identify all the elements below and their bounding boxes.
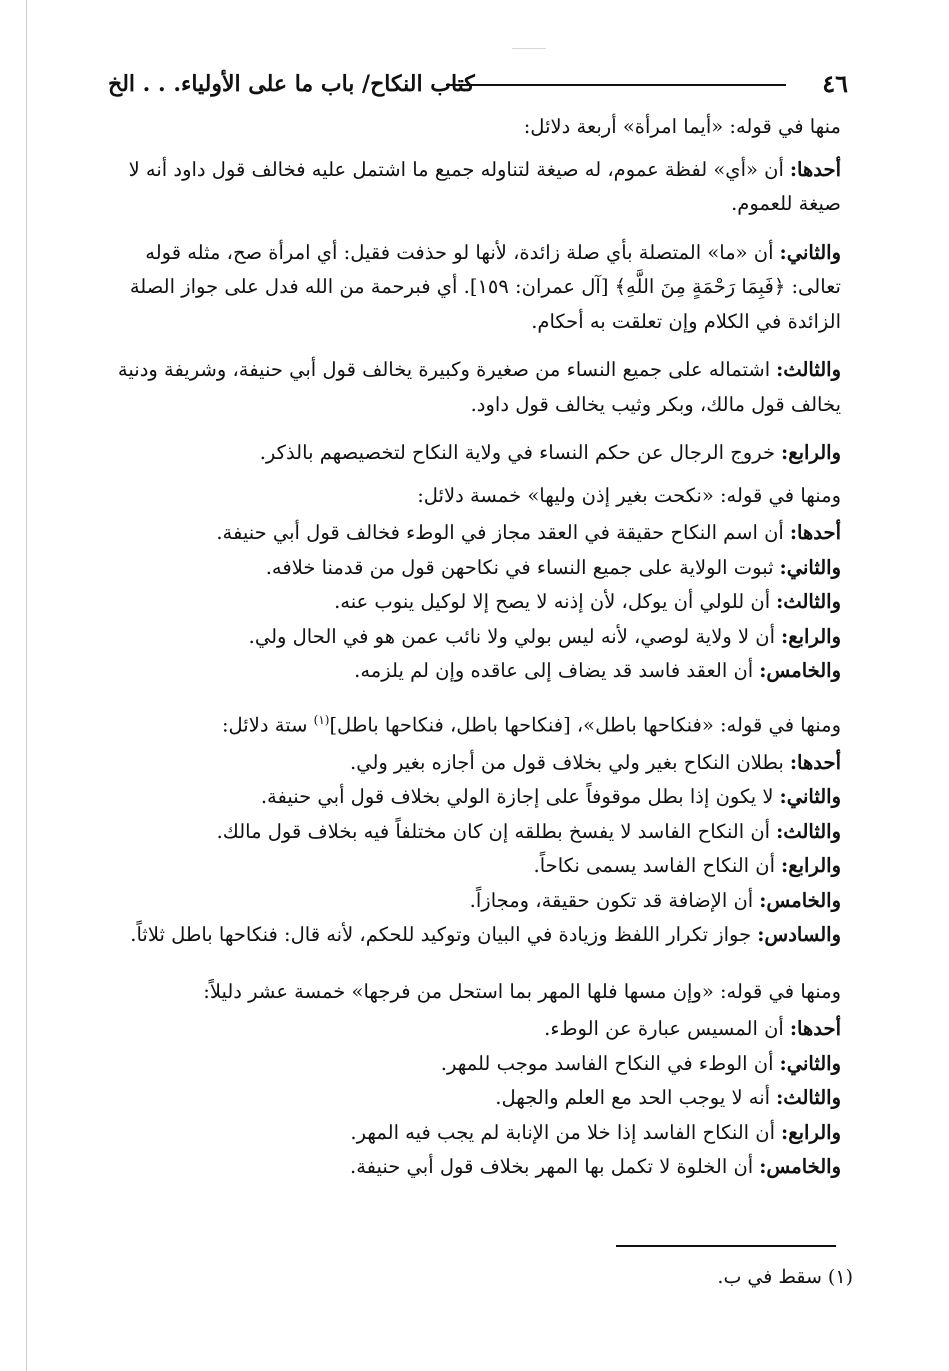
main-text bbox=[96, 110, 841, 1185]
item-label: والسادس: bbox=[757, 923, 841, 946]
item-label: والثالث: bbox=[776, 819, 841, 843]
item-text: ومنها في قوله: «وإن مسها فلها المهر بما استحل من فرجها» خمسة عشر دليلاً: bbox=[203, 979, 841, 1003]
item-label: والثالث: bbox=[776, 358, 841, 381]
list-item bbox=[96, 1047, 841, 1082]
item-text: أن العقد فاسد قد يضاف إلى عاقده وإن لم يلزمه. bbox=[354, 659, 754, 682]
item-text: أن «ما» المتصلة بأي صلة زائدة، لأنها لو حذفت فقيل: أي امرأة صح، مثله قوله تعالى: ﴿فَبِمَا رَحْمَةٍ مِنَ اللَّهِ﴾ [آل عمران: ١٥٩]. أي فبرحمة من الله فدل على جواز الصلة الزائدة في الكلام وإن تعلقت به أحكام. bbox=[129, 240, 841, 333]
item-text: أن اسم النكاح حقيقة في العقد مجاز في الوطء فخالف قول أبي حنيفة. bbox=[216, 521, 784, 544]
item-text: ومنها في قوله: «فنكاحها باطل»، [فنكاحها باطل، فنكاحها باطل] bbox=[329, 713, 841, 736]
item-text: خروج الرجال عن حكم النساء في ولاية النكاح لتخصيصهم بالذكر. bbox=[259, 441, 776, 464]
item-label: والرابع: bbox=[781, 854, 841, 877]
item-text: أن لا ولاية لوصي، لأنه ليس بولي ولا نائب عمن هو في الحال ولي. bbox=[248, 624, 776, 648]
item-label: والرابع: bbox=[781, 1120, 841, 1144]
item-label: أحدها: bbox=[789, 157, 841, 181]
item-label: أحدها: bbox=[789, 521, 841, 544]
item-label: والثاني: bbox=[779, 240, 841, 264]
item-text: لا يكون إذا بطل موقوفاً على إجازة الولي بخلاف قول أبي حنيفة. bbox=[260, 785, 774, 808]
item-text: جواز تكرار اللفظ وزيادة في البيان وتوكيد للحكم، لأنه قال: فنكاحها باطل ثلاثاً. bbox=[130, 923, 752, 946]
list-item bbox=[96, 1012, 841, 1047]
page-number: ٤٦ bbox=[822, 69, 848, 98]
item-label: أحدها: bbox=[789, 1017, 841, 1040]
item-text-tail: ستة دلائل: bbox=[221, 713, 314, 736]
scan-edge bbox=[26, 0, 27, 1371]
paragraph bbox=[96, 353, 841, 422]
item-text: أن النكاح الفاسد لا يفسخ بطلقه إن كان مختلفاً فيه بخلاف قول مالك. bbox=[216, 819, 771, 843]
running-title: كتاب النكاح/ باب ما على الأولياء. . . الخ bbox=[108, 71, 475, 97]
list-item bbox=[96, 551, 841, 586]
item-label: والرابع: bbox=[781, 441, 841, 464]
footnote-separator bbox=[616, 1245, 836, 1247]
list-item bbox=[96, 780, 841, 815]
item-label: والثاني: bbox=[779, 785, 841, 808]
item-text: أن النكاح الفاسد يسمى نكاحاً. bbox=[533, 854, 776, 877]
item-label: والخامس: bbox=[759, 888, 841, 912]
item-text: أن الخلوة لا تكمل بها المهر بخلاف قول أبي حنيفة. bbox=[350, 1155, 754, 1178]
paragraph bbox=[96, 703, 841, 743]
list-item bbox=[96, 620, 841, 655]
list-item bbox=[96, 746, 841, 781]
item-label: والخامس: bbox=[759, 1155, 841, 1178]
item-text: ثبوت الولاية على جميع النساء في نكاحهن قول من قدمنا خلافه. bbox=[265, 555, 774, 579]
paragraph bbox=[96, 153, 841, 222]
list-item bbox=[96, 1150, 841, 1185]
item-text: أن «أي» لفظة عموم، له صيغة لتناوله جميع ما اشتمل عليه فخالف قول داود أنه لا صيغة للعموم. bbox=[128, 157, 841, 215]
list-item bbox=[96, 918, 841, 953]
paragraph bbox=[96, 110, 841, 145]
item-text: أن النكاح الفاسد إذا خلا من الإنابة لم يجب فيه المهر. bbox=[350, 1120, 776, 1144]
item-label: والرابع: bbox=[781, 624, 841, 648]
item-text: منها في قوله: «أيما امرأة» أربعة دلائل: bbox=[523, 115, 841, 138]
list-item bbox=[96, 585, 841, 620]
paragraph bbox=[96, 479, 841, 514]
item-text: أنه لا يوجب الحد مع العلم والجهل. bbox=[495, 1086, 771, 1109]
item-label: والخامس: bbox=[759, 659, 841, 682]
header-rule bbox=[446, 84, 786, 86]
item-text: ومنها في قوله: «نكحت بغير إذن وليها» خمسة دلائل: bbox=[417, 483, 841, 507]
footnote: (١) سقط في ب. bbox=[717, 1266, 853, 1288]
item-label: والثالث: bbox=[776, 590, 841, 613]
item-text: اشتماله على جميع النساء من صغيرة وكبيرة يخالف قول أبي حنيفة، وشريفة ودنية يخالف قول مالك، وبكر وثيب يخالف قول داود. bbox=[117, 358, 841, 416]
paragraph bbox=[96, 236, 841, 340]
item-label: أحدها: bbox=[789, 750, 841, 774]
paragraph bbox=[96, 975, 841, 1010]
paragraph bbox=[96, 436, 841, 471]
item-text: أن المسيس عبارة عن الوطء. bbox=[544, 1017, 784, 1040]
item-label: والثاني: bbox=[779, 555, 841, 579]
item-text: أن للولي أن يوكل، لأن إذنه لا يصح إلا لوكيل ينوب عنه. bbox=[334, 590, 771, 613]
item-text: بطلان النكاح بغير ولي بخلاف قول من أجازه بغير ولي. bbox=[350, 750, 784, 774]
list-item bbox=[96, 654, 841, 689]
list-item bbox=[96, 1081, 841, 1116]
item-label: والثالث: bbox=[776, 1086, 841, 1109]
list-item bbox=[96, 849, 841, 884]
item-text: أن الوطء في النكاح الفاسد موجب للمهر. bbox=[440, 1051, 774, 1075]
page-header bbox=[108, 66, 848, 102]
item-label: والثاني: bbox=[779, 1051, 841, 1075]
scan-mark bbox=[512, 48, 546, 49]
list-item bbox=[96, 884, 841, 919]
list-item bbox=[96, 815, 841, 850]
list-item bbox=[96, 516, 841, 551]
item-text: أن الإضافة قد تكون حقيقة، ومجازاً. bbox=[469, 888, 754, 912]
footnote-marker: (١) bbox=[313, 712, 330, 727]
list-item bbox=[96, 1116, 841, 1151]
